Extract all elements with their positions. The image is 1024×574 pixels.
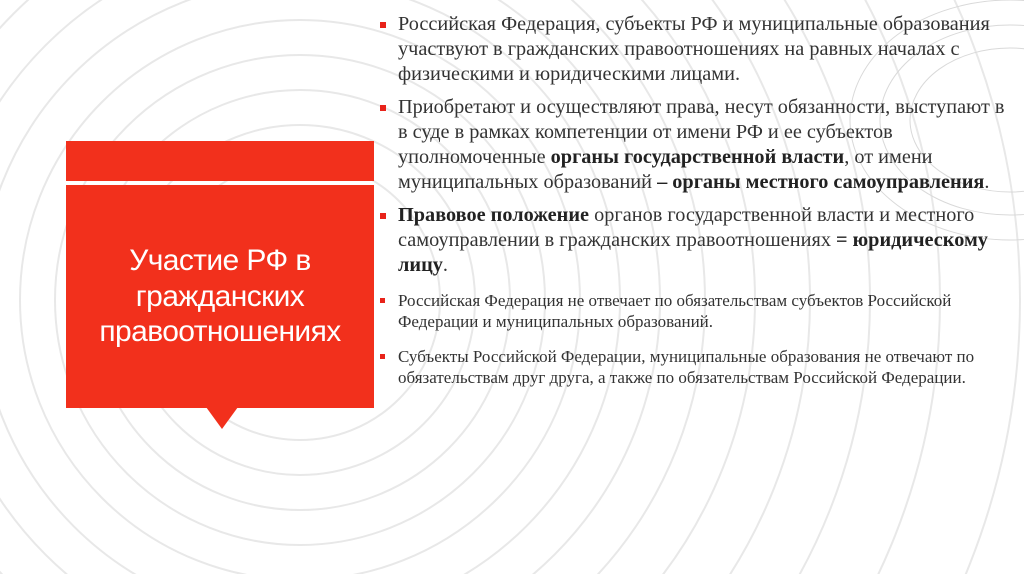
- bullet-text: .: [442, 254, 448, 276]
- bullet-item: [378, 95, 1010, 195]
- bullet-bold-text: = юридическому лицу: [398, 229, 988, 276]
- square-bullet-icon: [380, 105, 386, 111]
- square-bullet-icon: [380, 298, 385, 303]
- slide-title-line: Участие РФ в: [129, 244, 311, 278]
- slide-title-line: гражданских: [135, 279, 305, 313]
- bullet-text: Российская Федерация не отвечает по обязательствам субъектов Российской Федерации и муниципальных образований.: [398, 291, 952, 331]
- bullet-bold-text: органы государственной власти: [550, 146, 845, 168]
- bullet-text: .: [984, 171, 990, 193]
- bullet-bold-text: – органы местного самоуправления: [657, 171, 985, 193]
- square-bullet-icon: [380, 22, 386, 28]
- square-bullet-icon: [380, 354, 385, 359]
- title-panel-pointer: [206, 407, 238, 429]
- bullet-item: [378, 290, 1010, 332]
- slide-title: [66, 185, 374, 408]
- square-bullet-icon: [380, 213, 386, 219]
- bullet-bold-text: Правовое положение: [398, 204, 590, 226]
- bullet-text: органов государственной власти и местного самоуправлении в гражданских правоотношениях: [398, 204, 975, 251]
- bullet-text: Российская Федерация, субъекты РФ и муниципальные образования участвуют в гражданских правоотношениях на равных началах с физическими и юридическими лицами.: [398, 13, 990, 85]
- bullet-item: [378, 203, 1010, 278]
- title-accent-strip: [66, 141, 374, 181]
- slide-title-line: правоотношениях: [99, 315, 341, 349]
- bullet-text: Субъекты Российской Федерации, муниципальные образования не отвечают по обязательствам друг друга, а также по обязательствам Российской Федерации.: [398, 347, 975, 387]
- bullet-item: [378, 12, 1010, 87]
- bullet-text: Приобретают и осуществляют права, несут обязанности, выступают в в суде в рамках компетенции от имени РФ и ее субъектов уполномоченные: [398, 96, 1005, 168]
- bullet-item: [378, 346, 1010, 388]
- bullet-text: , от имени муниципальных образований: [398, 146, 933, 193]
- bullet-list: [378, 12, 1010, 402]
